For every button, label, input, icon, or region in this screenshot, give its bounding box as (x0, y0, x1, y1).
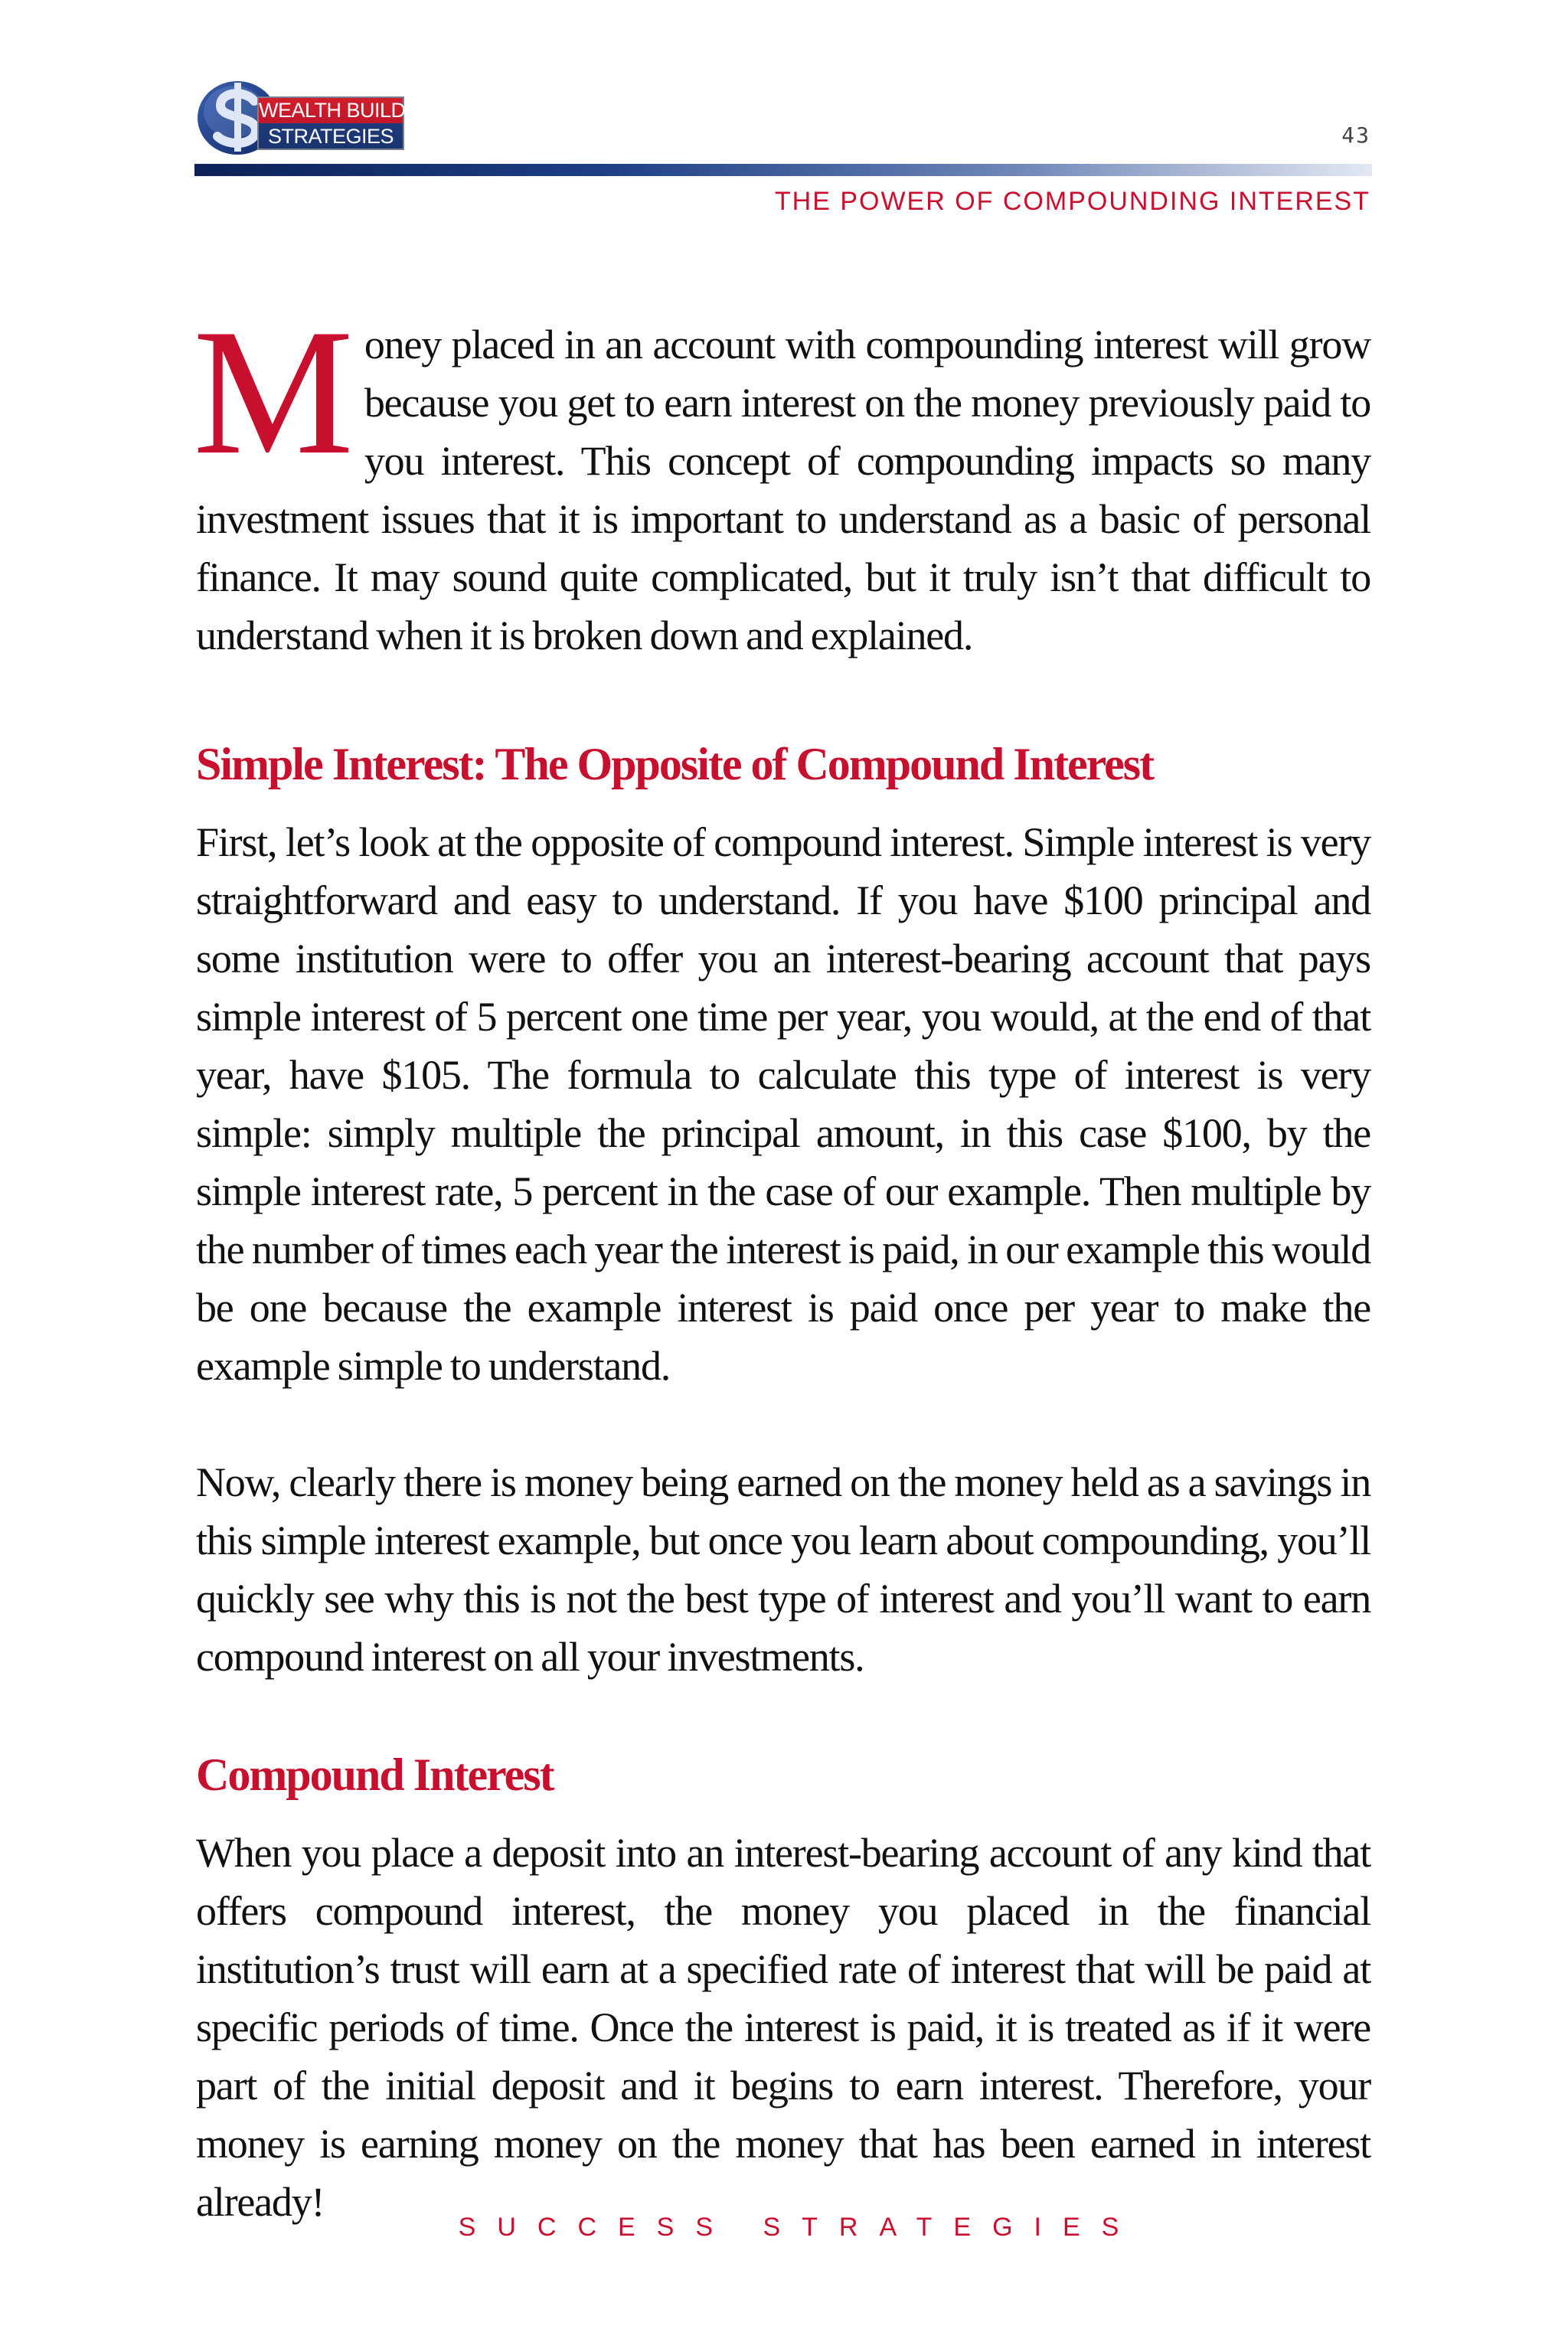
wealth-building-strategies-logo (191, 70, 442, 162)
section-heading-simple-interest: Simple Interest: The Opposite of Compound Interest (196, 739, 1154, 789)
body-paragraph: Now, clearly there is money being earned on the money held as a savings in this simple interest example, but once you learn about compounding, you’ll quickly see why this is not the best type of interest and you’ll want to earn compound interest on all your investments. (196, 1459, 1370, 1680)
drop-cap: M (193, 292, 354, 492)
logo-line-1: WEALTH BUILDING (259, 99, 442, 122)
logo-line-2: STRATEGIES (267, 125, 394, 148)
footer-tagline: SUCCESS STRATEGIES (458, 2213, 1141, 2242)
body-paragraph: When you place a deposit into an interest-bearing account of any kind that offers compound interest, the money you placed in the financial institution’s trust will earn at a specified rate of interest that will be paid at specific periods of time. Once the interest is paid, it is treated as if it were part of the initial deposit and it begins to earn interest. Therefore, your money is earning money on the money that has been earned in interest already! (196, 1830, 1370, 2225)
logo-banner (257, 96, 442, 150)
running-head: THE POWER OF COMPOUNDING INTEREST (774, 187, 1370, 216)
header-rule (194, 164, 1372, 176)
intro-paragraph (193, 292, 1370, 665)
page-content (193, 292, 1370, 2231)
intro-text: oney placed in an account with compounding interest will grow because you get to earn interest on the money previously paid to you interest. This concept of compounding impacts so many investment issues that it is important to understand as a basic of personal finance. It may sound quite complicated, but it truly isn’t that difficult to understand when it is broken down and explained. (196, 322, 1370, 658)
page-number: 43 (1341, 122, 1370, 148)
body-paragraph: First, let’s look at the opposite of compound interest. Simple interest is very straightforward and easy to understand. If you have $100 principal and some institution were to offer you an interest-bearing account that pays simple interest of 5 percent one time per year, you would, at the end of that year, have $105. The formula to calculate this type of interest is very simple: simply multiple the principal amount, in this case $100, by the simple interest rate, 5 percent in the case of our example. Then multiple by the number of times each year the interest is paid, in our example this would be one because the example interest is paid once per year to make the example simple to understand. (196, 819, 1370, 1389)
section-heading-compound-interest: Compound Interest (196, 1749, 554, 1800)
